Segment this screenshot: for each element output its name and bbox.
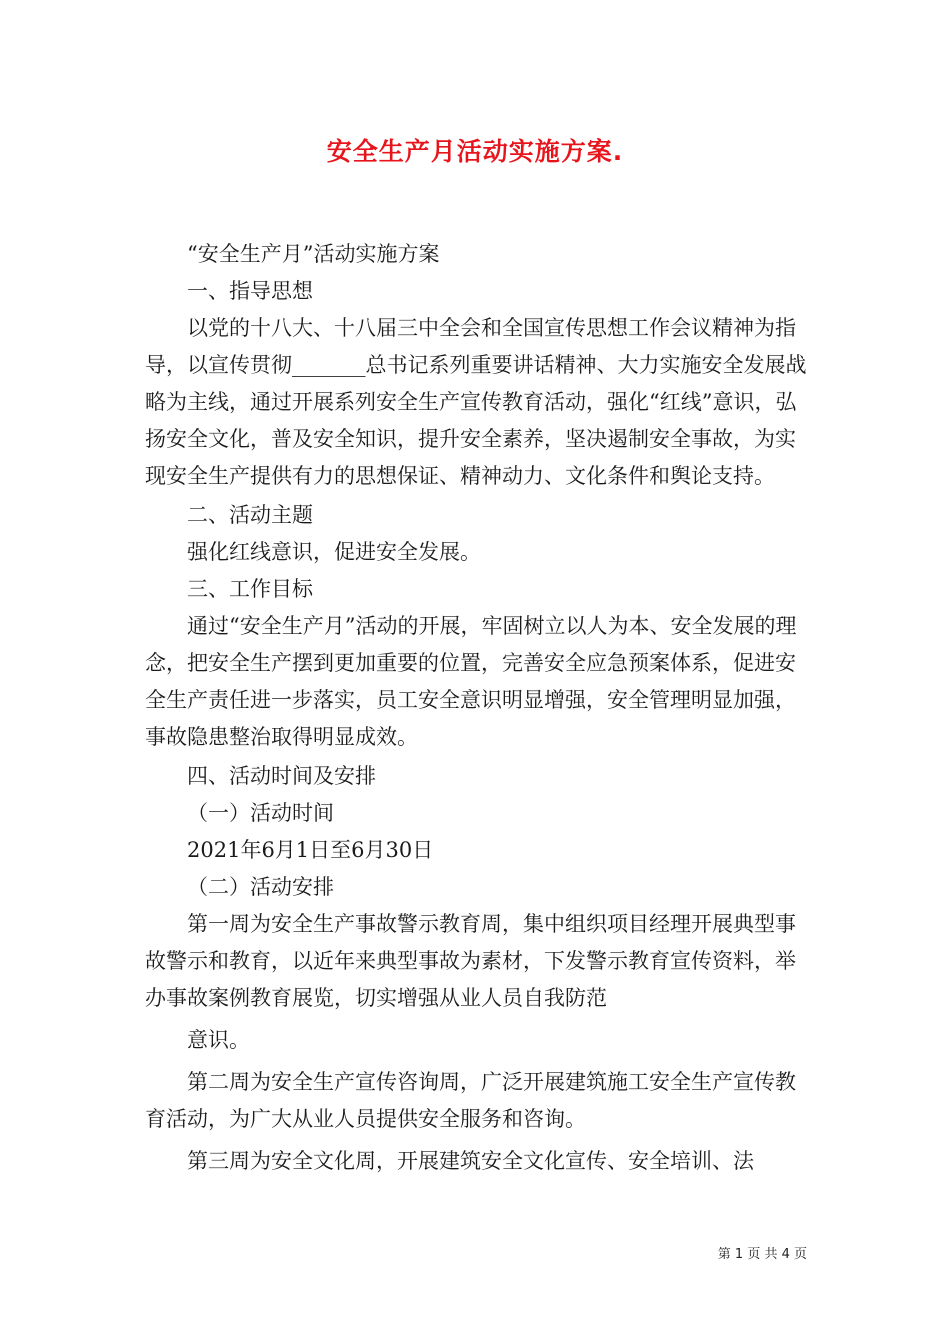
paragraph: 强化红线意识，促进安全发展。	[187, 540, 481, 564]
paragraph: “安全生产月”活动实施方案	[187, 242, 440, 266]
paragraph: 2021年6月1日至6月30日	[187, 838, 434, 862]
subsection-heading: （一）活动时间	[187, 801, 334, 825]
section-heading: 一、指导思想	[187, 279, 313, 303]
page-number: 第 1 页 共 4 页	[717, 1247, 807, 1262]
paragraph: 第二周为安全生产宣传咨询周，广泛开展建筑施工安全生产宣传教育活动，为广大从业人员提供安全服务和咨询。	[145, 1070, 796, 1131]
paragraph: 以党的十八大、十八届三中全会和全国宣传思想工作会议精神为指导，以宣传贯彻_______总书记系列重要讲话精神、大力实施安全发展战略为主线，通过开展系列安全生产宣传教育活动，强化“红线”意识，弘扬安全文化，普及安全知识，提升安全素养，坚决遏制安全事故，为实现安全生产提供有力的思想保证、精神动力、文化条件和舆论支持。	[145, 316, 807, 488]
section-heading: 三、工作目标	[187, 577, 313, 601]
section-heading: 四、活动时间及安排	[187, 764, 376, 788]
paragraph: 第三周为安全文化周，开展建筑安全文化宣传、安全培训、法	[187, 1149, 754, 1173]
document-title: 安全生产月活动实施方案.	[326, 137, 624, 166]
paragraph: 第一周为安全生产事故警示教育周，集中组织项目经理开展典型事故警示和教育，以近年来典型事故为素材，下发警示教育宣传资料，举办事故案例教育展览，切实增强从业人员自我防范	[145, 912, 796, 1010]
paragraph: 通过“安全生产月”活动的开展，牢固树立以人为本、安全发展的理念，把安全生产摆到更加重要的位置，完善安全应急预案体系，促进安全生产责任进一步落实，员工安全意识明显增强，安全管理明显加强，事故隐患整治取得明显成效。	[145, 614, 797, 749]
subsection-heading: （二）活动安排	[187, 875, 334, 899]
section-heading: 二、活动主题	[187, 503, 313, 527]
paragraph: 意识。	[187, 1028, 250, 1052]
document-body	[145, 236, 810, 1180]
